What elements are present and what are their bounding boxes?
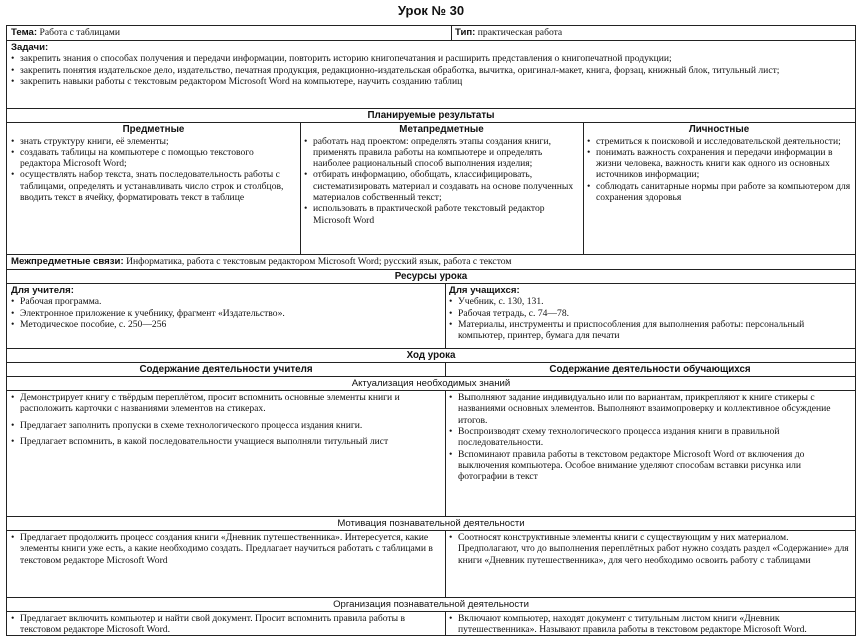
type-label: Тип:	[455, 27, 476, 38]
col-teacher-header: Содержание деятельности учителя	[139, 364, 313, 375]
stage-teacher-cell	[7, 391, 445, 516]
lesson-title: Урок № 30	[397, 3, 465, 18]
stage-title: Мотивация познавательной деятельности	[337, 518, 525, 529]
stage-students-item: • Воспроизводят схему технологического процесса издания книги в правильной последовательности.	[449, 426, 851, 449]
resources-students-item: • Учебник, с. 130, 131.	[449, 296, 851, 307]
results-meta-header: Метапредметные	[399, 124, 484, 135]
stage-students-item: • Вспоминают правила работы в текстовом редакторе Microsoft Word от включения до выключения компьютера. Особое внимание уделяют способам вставки рисунка или фотографии в текст	[449, 449, 851, 483]
lesson-plan-table	[6, 25, 856, 636]
results-meta-item: • отбирать информацию, обобщать, классифицировать, систематизировать материал и создавать на основе полученных материалов собственный текст;	[304, 169, 579, 203]
stage-body-row	[7, 531, 855, 598]
results-meta-item: • использовать в практической работе текстовый редактор Microsoft Word	[304, 203, 579, 226]
resources-students-item: • Материалы, инструменты и приспособления для выполнения работы: персональный компьютер, принтер, бумага для печати	[449, 319, 851, 342]
stage-students-item: • Включают компьютер, находят документ с титульным листом книги «Дневник путешественника». Называют правила работы в текстовом редакторе Microsoft Word.	[449, 613, 851, 636]
resources-teacher-item: • Рабочая программа.	[11, 296, 441, 307]
stage-teacher-item: • Демонстрирует книгу с твёрдым переплётом, просит вспомнить основные элементы книги и расположить карточки с названиями элементов на стикерах.	[11, 392, 441, 415]
tasks-cell	[7, 41, 855, 108]
stage-students-cell	[445, 391, 855, 516]
tasks-label: Задачи:	[11, 42, 49, 53]
links-cell	[7, 255, 855, 269]
stage-title-row	[7, 598, 855, 612]
results-title: Планируемые результаты	[367, 110, 495, 121]
tasks-list	[11, 53, 851, 87]
resources-students-item: • Рабочая тетрадь, с. 74—78.	[449, 308, 851, 319]
results-personal-header: Личностные	[688, 124, 750, 135]
stage-title: Организация познавательной деятельности	[333, 599, 529, 610]
results-subject-item: • осуществлять набор текста, знать последовательность работы с таблицами, определять и устанавливать число строк и столбцов, вводить текст в ячейку, форматировать текст в таблице	[11, 169, 296, 203]
results-subject-header: Предметные	[122, 124, 185, 135]
stage-teacher-cell	[7, 531, 445, 597]
type-value: практическая работа	[477, 27, 563, 38]
resources-students	[445, 284, 855, 348]
results-meta-item: • работать над проектом: определять этапы создания книги, применять правила работы на компьютере и определять наиболее рациональный способ выполнения изделия;	[304, 136, 579, 170]
stage-teacher-item: • Предлагает продолжить процесс создания книги «Дневник путешественника». Интересуется, какие элементы книги уже есть, а какие необходимо создать. Предлагает научиться работать с таблицами в текстовом редакторе Microsoft Word	[11, 532, 441, 566]
results-personal	[583, 123, 855, 254]
tasks-row	[7, 41, 855, 109]
resources-title: Ресурсы урока	[394, 271, 468, 282]
stage-students-item: • Соотносят конструктивные элементы книги с существующим у них материалом. Предполагают, что до выполнения переплётных работ нужно создать раздел «Содержание» для книги «Дневник путешественника», для чего необходимо освоить работу с таблицами	[449, 532, 851, 566]
topic-row	[7, 26, 855, 41]
progress-columns-row	[7, 363, 855, 377]
stage-title-row	[7, 377, 855, 391]
task-item: • закрепить понятия издательское дело, издательство, печатная продукция, редакционно-издательская обработка, вычитка, оригинал-макет, книга, форзац, книжный блок, титульный лист;	[11, 65, 851, 76]
links-label: Межпредметные связи:	[11, 256, 124, 267]
resources-teacher-item: • Методическое пособие, с. 250—256	[11, 319, 441, 330]
results-personal-item: • понимать важность сохранения и передачи информации в жизни человека, важность книги как одного из основных источников информации;	[587, 147, 851, 181]
col-students-header: Содержание деятельности обучающихся	[549, 364, 751, 375]
results-meta	[300, 123, 583, 254]
stage-students-cell	[445, 531, 855, 597]
stage-teacher-item: • Предлагает включить компьютер и найти свой документ. Просит вспомнить правила работы в текстовом редакторе Microsoft Word.	[11, 613, 441, 636]
stage-teacher-cell	[7, 612, 445, 635]
stage-body-row	[7, 612, 855, 635]
stage-title-row	[7, 517, 855, 531]
type-cell	[451, 26, 855, 40]
stage-body-row	[7, 391, 855, 517]
resources-teacher-label: Для учителя:	[11, 285, 74, 296]
stage-students-item: • Выполняют задание индивидуально или по вариантам, прикрепляют к книге стикеры с названиями основных элементов. Выполняют взаимопроверку и коллективное обсуждение итогов.	[449, 392, 851, 426]
results-row	[7, 123, 855, 255]
resources-teacher-item: • Электронное приложение к учебнику, фрагмент «Издательство».	[11, 308, 441, 319]
resources-title-row	[7, 270, 855, 284]
progress-title: Ход урока	[406, 350, 456, 361]
task-item: • закрепить навыки работы с текстовым редактором Microsoft Word на компьютере, научить созданию таблиц	[11, 76, 851, 87]
resources-students-label: Для учащихся:	[449, 285, 520, 296]
topic-cell	[7, 26, 451, 40]
results-subject	[7, 123, 300, 254]
results-title-row	[7, 109, 855, 123]
stage-teacher-item: • Предлагает вспомнить, в какой последовательности учащиеся выполняли титульный лист	[11, 436, 441, 447]
task-item: • закрепить знания о способах получения и передачи информации, повторить историю книгопечатания и расширить представления о книгопечатной продукции;	[11, 53, 851, 64]
results-personal-item: • стремиться к поисковой и исследовательской деятельности;	[587, 136, 851, 147]
resources-teacher	[7, 284, 445, 348]
stage-students-cell	[445, 612, 855, 635]
topic-value: Работа с таблицами	[39, 27, 120, 38]
progress-title-row	[7, 349, 855, 363]
links-row	[7, 255, 855, 270]
links-value: Информатика, работа с текстовым редактором Microsoft Word; русский язык, работа с текстом	[126, 256, 512, 267]
results-subject-item: • знать структуру книги, её элементы;	[11, 136, 296, 147]
topic-label: Тема:	[11, 27, 38, 38]
stage-teacher-item: • Предлагает заполнить пропуски в схеме технологического процесса издания книги.	[11, 420, 441, 431]
results-subject-item: • создавать таблицы на компьютере с помощью текстового редактора Microsoft Word;	[11, 147, 296, 170]
stage-title: Актуализация необходимых знаний	[351, 378, 511, 389]
results-personal-item: • соблюдать санитарные нормы при работе за компьютером для сохранения здоровья	[587, 181, 851, 204]
resources-row	[7, 284, 855, 349]
